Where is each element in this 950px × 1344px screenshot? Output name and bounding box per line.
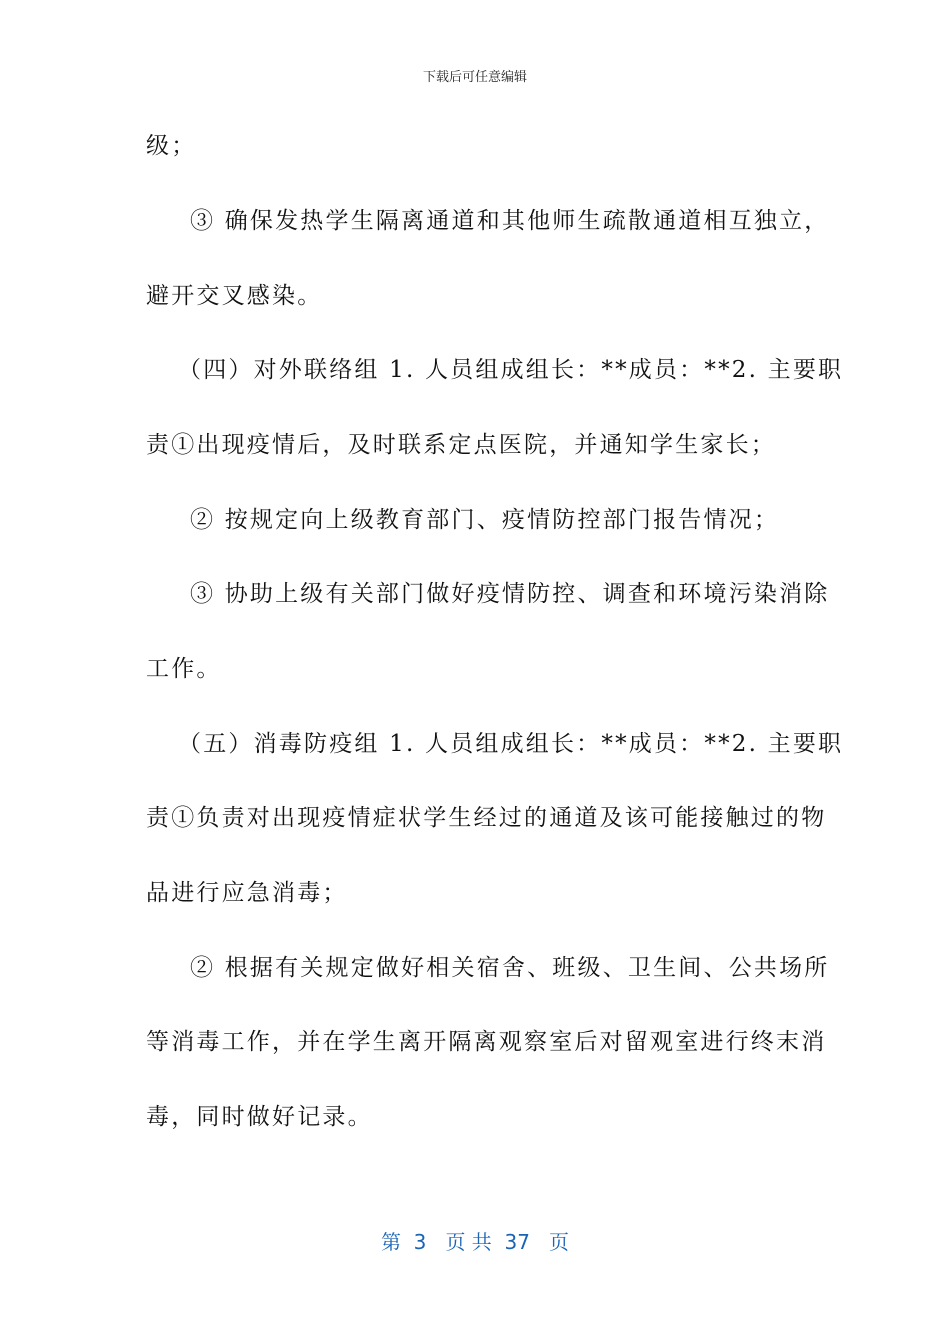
body-line: （五）消毒防疫组 1. 人员组成组长：**成员：**2. 主要职 [178, 731, 844, 757]
body-line: 毒，同时做好记录。 [146, 1104, 373, 1130]
body-line: 责①出现疫情后，及时联系定点医院，并通知学生家长； [146, 432, 776, 458]
body-line: ③ 协助上级有关部门做好疫情防控、调查和环境污染消除 [190, 581, 830, 607]
body-line: （四）对外联络组 1. 人员组成组长：**成员：**2. 主要职 [178, 357, 844, 383]
page-number-footer: 第 3 页 共 37 页 [380, 1230, 570, 1254]
body-line: 品进行应急消毒； [146, 880, 348, 906]
body-line: 级； [146, 133, 197, 159]
body-line: ③ 确保发热学生隔离通道和其他师生疏散通道相互独立， [190, 208, 830, 234]
body-line: 等消毒工作，并在学生离开隔离观察室后对留观室进行终末消 [146, 1029, 827, 1055]
body-line: 避开交叉感染。 [146, 283, 323, 309]
body-line: ② 根据有关规定做好相关宿舍、班级、卫生间、公共场所 [190, 955, 830, 981]
body-line: 责①负责对出现疫情症状学生经过的通道及该可能接触过的物 [146, 805, 827, 831]
body-line: ② 按规定向上级教育部门、疫情防控部门报告情况； [190, 507, 780, 533]
page-header-note: 下载后可任意编辑 [422, 70, 527, 85]
body-line: 工作。 [146, 656, 222, 682]
